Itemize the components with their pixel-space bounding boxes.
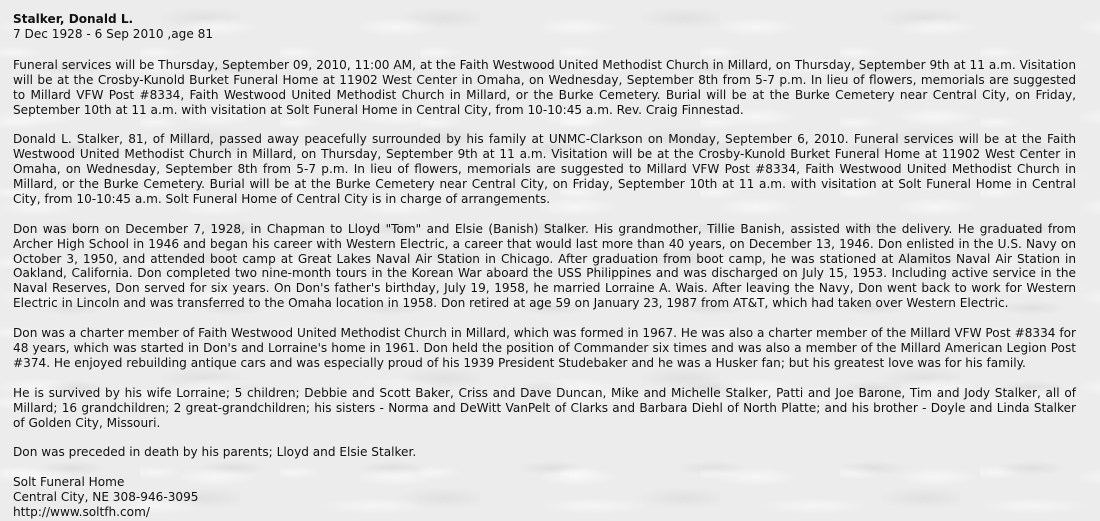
paragraph-announcement: Donald L. Stalker, 81, of Millard, passed away peacefully surrounded by his family at UNMC-Clarkson on Monday, September 6, 2010. Funeral services will be at the Faith Westwood United Methodist Church in Millard, on Thursday, September 9th at 11 a.m. Visitation will be at the Crosby-Kunold Burket Funeral Home at 11902 West Center in Omaha, on Wednesday, September 8th from 5-7 p.m. In lieu of flowers, memorials are suggested to Millard VFW Post #8334, Faith Westwood United Methodist Church in Millard, or the Burke Cemetery. Burial will be at the Burke Cemetery near Central City, on Friday, September 10th at 11 a.m. with visitation at Solt Funeral Home in Central City, from 10-10:45 a.m. Solt Funeral Home of Central City is in charge of arrangements. bbox=[13, 132, 1076, 206]
spacer bbox=[13, 207, 1076, 222]
paragraph-preceded: Don was preceded in death by his parents; Lloyd and Elsie Stalker. bbox=[13, 445, 417, 460]
spacer bbox=[13, 311, 1076, 326]
paragraph-survivors: He is survived by his wife Lorraine; 5 children; Debbie and Scott Baker, Criss and Dave Duncan, Mike and Michelle Stalker, Patti and Joe Barone, Tim and Jody Stalker, all of Millard; 16 grandchildren; 2 great-grandchildren; his sisters - Norma and DeWitt VanPelt of Clarks and Barbara Diehl of North Platte; and his brother - Doyle and Linda Stalker of Golden City, Missouri. bbox=[13, 385, 1076, 430]
obituary-document bbox=[13, 12, 1076, 520]
funeral-home-location-phone: Central City, NE 308-946-3095 bbox=[13, 490, 199, 504]
paragraph-memberships: Don was a charter member of Faith Westwood United Methodist Church in Millard, which was formed in 1967. He was also a charter member of the Millard VFW Post #8334 for 48 years, which was started in Don's and Lorraine's home in 1961. Don held the position of Commander six times and was also a member of the Millard American Legion Post #374. He enjoyed rebuilding antique cars and was especially proud of his 1939 President Studebaker and he was a Husker fan; but his greatest love was for his family. bbox=[13, 326, 1076, 370]
obituary-title: Stalker, Donald L. bbox=[13, 12, 134, 26]
spacer bbox=[13, 430, 1076, 445]
spacer bbox=[13, 371, 1076, 386]
paragraph-funeral-services: Funeral services will be Thursday, September 09, 2010, 11:00 AM, at the Faith Westwood United Methodist Church in Millard, on Thursday, September 9th at 11 a.m. Visitation will be at the Crosby-Kunold Burket Funeral Home at 11902 West Center in Omaha, on Wednesday, September 8th from 5-7 p.m. In lieu of flowers, memorials are suggested to Millard VFW Post #8334, Faith Westwood United Methodist Church in Millard, or the Burke Cemetery. Burial will be at the Burke Cemetery near Central City, on Friday, September 10th at 11 a.m. with visitation at Solt Funeral Home in Central City, from 10-10:45 a.m. Rev. Craig Finnestad. bbox=[13, 57, 1076, 117]
spacer bbox=[13, 460, 1076, 475]
spacer bbox=[13, 117, 1076, 132]
life-dates: 7 Dec 1928 - 6 Sep 2010 ,age 81 bbox=[13, 26, 214, 41]
paragraph-biography: Don was born on December 7, 1928, in Chapman to Lloyd "Tom" and Elsie (Banish) Stalker. His grandmother, Tillie Banish, assisted with the delivery. He graduated from Archer High School in 1946 and began his career with Western Electric, a career that would last more than 40 years, on December 13, 1946. Don enlisted in the U.S. Navy on October 3, 1950, and attended boot camp at Great Lakes Naval Air Station in Chicago. After graduation from boot camp, he was stationed at Alamitos Naval Air Station in Oakland, California. Don completed two nine-month tours in the Korean War aboard the USS Philippines and was discharged on July 15, 1953. Including active service in the Naval Reserves, Don served for six years. On Don's father's birthday, July 19, 1958, he married Lorraine A. Wais. After leaving the Navy, Don went back to work for Western Electric in Lincoln and was transferred to the Omaha location in 1958. Don retired at age 59 on January 23, 1987 from AT&T, which had taken over Western Electric. bbox=[13, 221, 1076, 311]
spacer bbox=[13, 42, 1076, 58]
funeral-home-website-link[interactable]: http://www.soltfh.com/ bbox=[13, 504, 150, 519]
funeral-home-name: Solt Funeral Home bbox=[13, 475, 125, 490]
